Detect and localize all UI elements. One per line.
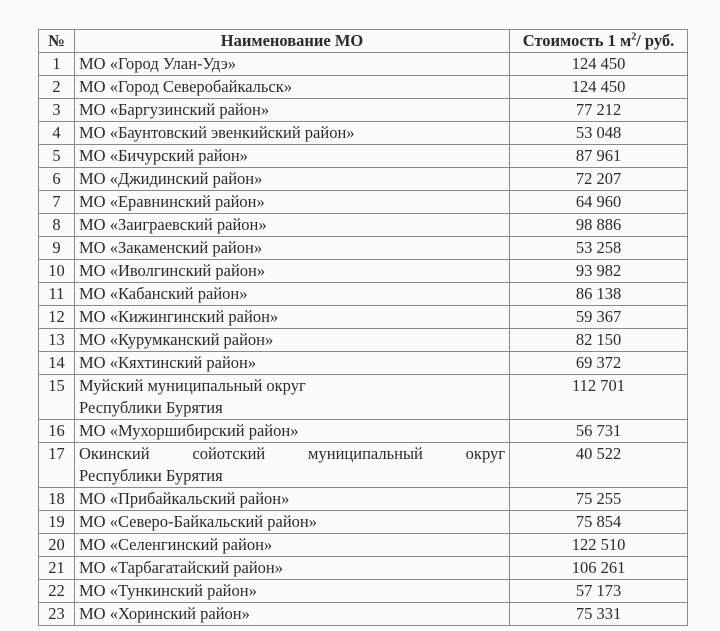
row-num: 5 — [39, 145, 75, 168]
row-name-line1: Муйский муниципальный округ — [79, 376, 306, 395]
row-num: 1 — [39, 53, 75, 76]
table-row — [39, 76, 688, 99]
row-name: МО «Тункинский район» — [75, 580, 510, 603]
row-cost: 64 960 — [510, 191, 688, 214]
table-row — [39, 329, 688, 352]
row-cost: 77 212 — [510, 99, 688, 122]
row-num: 6 — [39, 168, 75, 191]
row-name: МО «Курумканский район» — [75, 329, 510, 352]
table-header-row — [39, 30, 688, 53]
row-num: 12 — [39, 306, 75, 329]
row-cost: 106 261 — [510, 557, 688, 580]
row-num: 11 — [39, 283, 75, 306]
table-row — [39, 168, 688, 191]
header-cost-suffix: / руб. — [636, 31, 675, 50]
table-row — [39, 580, 688, 603]
row-num: 7 — [39, 191, 75, 214]
table-row — [39, 237, 688, 260]
row-cost: 56 731 — [510, 420, 688, 443]
row-num: 16 — [39, 420, 75, 443]
row-name: МО «Прибайкальский район» — [75, 488, 510, 511]
row-cost: 112 701 — [510, 375, 688, 420]
row-num: 15 — [39, 375, 75, 420]
row-name: МО «Иволгинский район» — [75, 260, 510, 283]
table-row — [39, 375, 688, 420]
row-num: 13 — [39, 329, 75, 352]
table-row — [39, 53, 688, 76]
row-cost: 40 522 — [510, 443, 688, 488]
row-cost: 87 961 — [510, 145, 688, 168]
row-cost: 59 367 — [510, 306, 688, 329]
header-num: № — [39, 30, 75, 53]
row-name: МО «Бичурский район» — [75, 145, 510, 168]
row-name-line1: Окинский сойотский муниципальный округ — [79, 444, 505, 463]
row-cost: 69 372 — [510, 352, 688, 375]
row-name: МО «Город Северобайкальск» — [75, 76, 510, 99]
row-name: МО «Хоринский район» — [75, 603, 510, 626]
row-num: 19 — [39, 511, 75, 534]
row-cost: 57 173 — [510, 580, 688, 603]
row-name: МО «Селенгинский район» — [75, 534, 510, 557]
table-row — [39, 488, 688, 511]
table-row — [39, 534, 688, 557]
row-name: МО «Кабанский район» — [75, 283, 510, 306]
row-num: 18 — [39, 488, 75, 511]
table-row — [39, 557, 688, 580]
row-name: МО «Заиграевский район» — [75, 214, 510, 237]
row-name: МО «Кяхтинский район» — [75, 352, 510, 375]
row-cost: 72 207 — [510, 168, 688, 191]
row-num: 3 — [39, 99, 75, 122]
row-name: МО «Закаменский район» — [75, 237, 510, 260]
cost-table — [38, 29, 688, 626]
row-num: 21 — [39, 557, 75, 580]
row-num: 10 — [39, 260, 75, 283]
row-name-line2: Республики Бурятия — [79, 398, 223, 417]
header-cost-sup: 2 — [631, 31, 637, 43]
header-cost — [510, 30, 688, 53]
table-row — [39, 122, 688, 145]
row-name: МО «Северо-Байкальский район» — [75, 511, 510, 534]
row-cost: 53 258 — [510, 237, 688, 260]
row-num: 9 — [39, 237, 75, 260]
row-cost: 75 331 — [510, 603, 688, 626]
row-cost: 124 450 — [510, 76, 688, 99]
row-num: 8 — [39, 214, 75, 237]
row-name: МО «Еравнинский район» — [75, 191, 510, 214]
table-row — [39, 352, 688, 375]
row-num: 14 — [39, 352, 75, 375]
row-cost: 86 138 — [510, 283, 688, 306]
table-row — [39, 283, 688, 306]
row-num: 23 — [39, 603, 75, 626]
table-row — [39, 145, 688, 168]
row-cost: 82 150 — [510, 329, 688, 352]
row-num: 4 — [39, 122, 75, 145]
header-name: Наименование МО — [75, 30, 510, 53]
row-name: МО «Джидинский район» — [75, 168, 510, 191]
row-cost: 75 854 — [510, 511, 688, 534]
table-row — [39, 306, 688, 329]
row-name: МО «Город Улан-Удэ» — [75, 53, 510, 76]
row-name: МО «Баунтовский эвенкийский район» — [75, 122, 510, 145]
table-row — [39, 99, 688, 122]
row-cost: 124 450 — [510, 53, 688, 76]
row-cost: 122 510 — [510, 534, 688, 557]
table-row — [39, 443, 688, 488]
row-name: МО «Тарбагатайский район» — [75, 557, 510, 580]
row-cost: 53 048 — [510, 122, 688, 145]
row-name — [75, 443, 510, 488]
header-cost-prefix: Стоимость 1 м — [522, 31, 632, 50]
row-cost: 93 982 — [510, 260, 688, 283]
row-name-line2: Республики Бурятия — [79, 466, 223, 485]
table-row — [39, 214, 688, 237]
row-name — [75, 375, 510, 420]
table-row — [39, 603, 688, 626]
table-row — [39, 511, 688, 534]
row-name: МО «Кижингинский район» — [75, 306, 510, 329]
row-name: МО «Мухоршибирский район» — [75, 420, 510, 443]
row-num: 2 — [39, 76, 75, 99]
row-cost: 75 255 — [510, 488, 688, 511]
table-row — [39, 260, 688, 283]
table-row — [39, 420, 688, 443]
row-num: 22 — [39, 580, 75, 603]
row-num: 20 — [39, 534, 75, 557]
row-cost: 98 886 — [510, 214, 688, 237]
row-name: МО «Баргузинский район» — [75, 99, 510, 122]
table-row — [39, 191, 688, 214]
row-num: 17 — [39, 443, 75, 488]
